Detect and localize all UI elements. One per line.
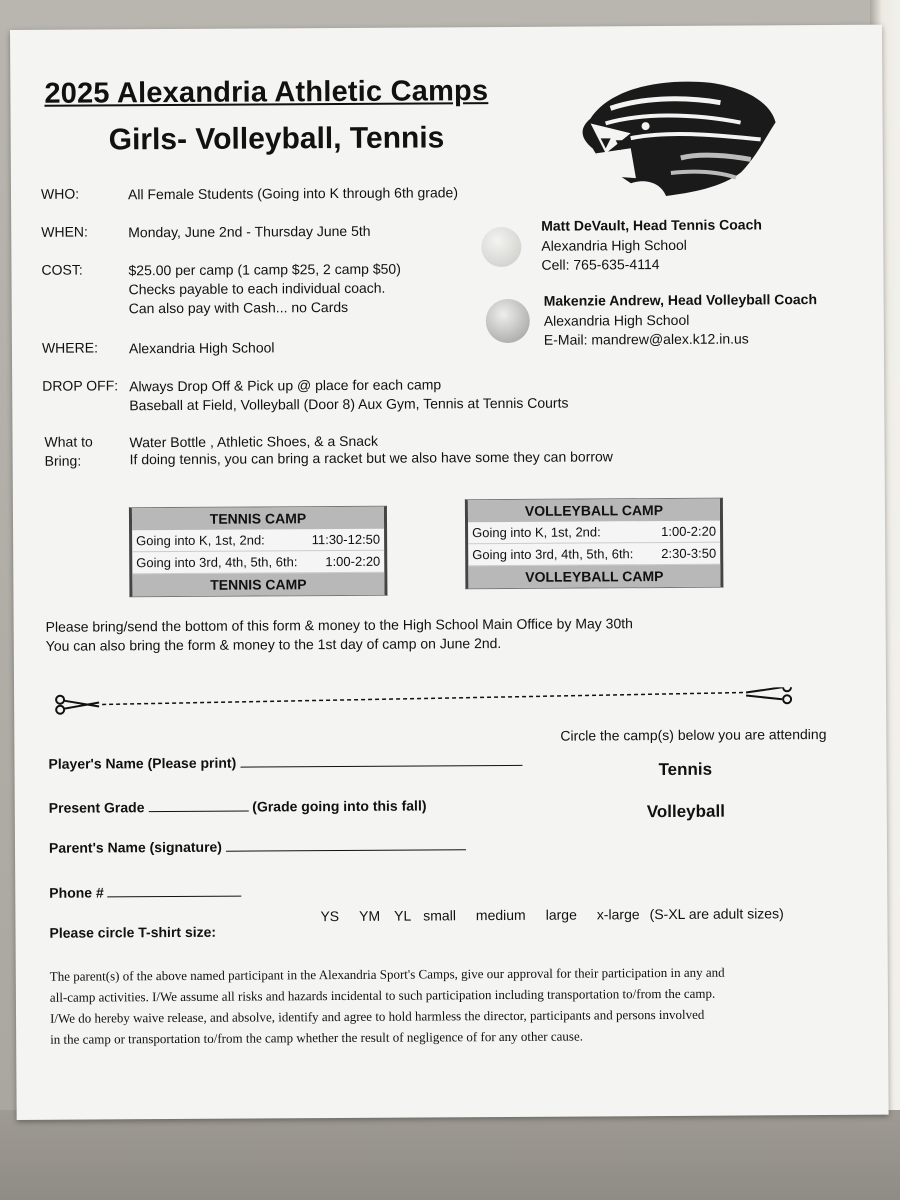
tennis-table-header: TENNIS CAMP [132,507,384,531]
grade-note: (Grade going into this fall) [252,797,427,815]
instruction-line2: You can also bring the form & money to the 1st day of camp on June 2nd. [45,635,502,654]
flyer-subtitle: Girls- Volleyball, Tennis [108,121,445,157]
parent-name-field[interactable] [49,835,466,856]
camp-flyer-page [10,25,889,1120]
drop-off-value-line1: Always Drop Off & Pick up @ place for each camp [129,376,442,395]
waiver-line: in the camp or transportation to/from the camp whether the result of negligence of for any other cause. [50,1028,584,1047]
volleyball-coach-school: Alexandria High School [543,311,690,329]
player-name-field[interactable] [48,751,522,772]
cost-label: COST: [41,261,83,278]
tiger-mascot-logo [570,77,781,203]
what-to-bring-label2: Bring: [44,452,82,469]
waiver-line: I/We do hereby waive release, and absolve, identify and agree to hold harmless the director, participants and persons involved [49,1006,705,1026]
tennis-coach-contact: Cell: 765-635-4114 [541,256,660,273]
phone-field[interactable] [49,882,241,901]
present-grade-field[interactable] [49,795,427,815]
where-label: WHERE: [41,339,98,356]
volleyball-coach-contact: E-Mail: mandrew@alex.k12.in.us [543,330,749,348]
volleyball-icon [486,299,530,343]
tshirt-label: Please circle T-shirt size: [49,923,217,941]
tennis-row2-time: 1:00-2:20 [325,553,381,570]
parent-name-label: Parent's Name (signature) [48,838,222,856]
volleyball-row2-time: 2:30-3:50 [661,545,717,562]
size-option-x-large[interactable]: x-large [596,906,640,923]
size-note: (S-XL are adult sizes) [649,905,784,923]
instruction-line1: Please bring/send the bottom of this form & money to the High School Main Office by May 30th [45,615,633,635]
cut-line [54,687,794,716]
tennis-table-footer: TENNIS CAMP [132,573,384,597]
size-option-ym[interactable]: YM [359,907,381,924]
when-label: WHEN: [41,223,88,240]
who-label: WHO: [40,185,80,202]
circle-camp-prompt: Circle the camp(s) below you are attending [560,726,827,744]
size-option-medium[interactable]: medium [475,906,526,924]
camp-option-volleyball[interactable]: Volleyball [646,801,725,822]
cost-value-line3: Can also pay with Cash... no Cards [128,298,349,317]
player-name-label: Player's Name (Please print) [48,754,237,772]
scissors-icon [56,695,99,713]
tennis-row2-group: Going into 3rd, 4th, 5th, 6th: [136,554,298,571]
tennis-ball-icon [481,227,521,267]
drop-off-label: DROP OFF: [42,377,119,394]
phone-label: Phone # [49,884,104,901]
drop-off-value-line2: Baseball at Field, Volleyball (Door 8) Aux Gym, Tennis at Tennis Courts [129,394,569,414]
floor-background [0,1110,900,1200]
flyer-title: 2025 Alexandria Athletic Camps [44,75,489,110]
waiver-text [50,961,810,1050]
present-grade-label: Present Grade [48,799,145,816]
tennis-row1-time: 11:30-12:50 [311,531,381,548]
volleyball-row2-group: Going into 3rd, 4th, 5th, 6th: [472,546,634,563]
where-value: Alexandria High School [128,339,275,357]
who-value: All Female Students (Going into K through 6th grade) [127,184,459,203]
volleyball-row1-group: Going into K, 1st, 2nd: [472,524,601,541]
waiver-line: The parent(s) of the above named participant in the Alexandria Sport's Camps, give our approval for their participation in any and [49,964,725,984]
volleyball-coach-name: Makenzie Andrew, Head Volleyball Coach [543,291,818,309]
volleyball-camp-table [465,498,724,590]
scissors-icon [746,687,791,703]
table-row [468,543,720,567]
table-row [132,551,384,575]
size-option-yl[interactable]: YL [394,907,412,924]
when-value: Monday, June 2nd - Thursday June 5th [128,222,371,241]
size-option-large[interactable]: large [545,906,577,923]
cost-value-line2: Checks payable to each individual coach. [128,279,386,298]
tennis-camp-table [129,506,388,598]
size-option-ys[interactable]: YS [320,908,340,925]
table-row [132,529,384,553]
volleyball-table-header: VOLLEYBALL CAMP [468,499,720,523]
what-to-bring-label: What to [44,433,93,450]
volleyball-row1-time: 1:00-2:20 [661,523,717,540]
tennis-coach-school: Alexandria High School [541,236,687,254]
tennis-coach-name: Matt DeVault, Head Tennis Coach [541,216,762,234]
tennis-row1-group: Going into K, 1st, 2nd: [136,532,265,549]
size-option-small[interactable]: small [423,907,456,924]
tshirt-size-options [320,905,783,924]
cost-value-line1: $25.00 per camp (1 camp $25, 2 camp $50) [128,260,401,279]
waiver-line: all-camp activities. I/We assume all risks and hazards incidental to such participation including transportation to/from the camp. [49,985,716,1005]
volleyball-table-footer: VOLLEYBALL CAMP [468,565,720,589]
bring-value-line2: If doing tennis, you can bring a racket but we also have some they can borrow [129,448,613,468]
table-row [468,521,720,545]
bring-value-line1: Water Bottle , Athletic Shoes, & a Snack [129,432,379,451]
camp-option-tennis[interactable]: Tennis [658,759,713,780]
